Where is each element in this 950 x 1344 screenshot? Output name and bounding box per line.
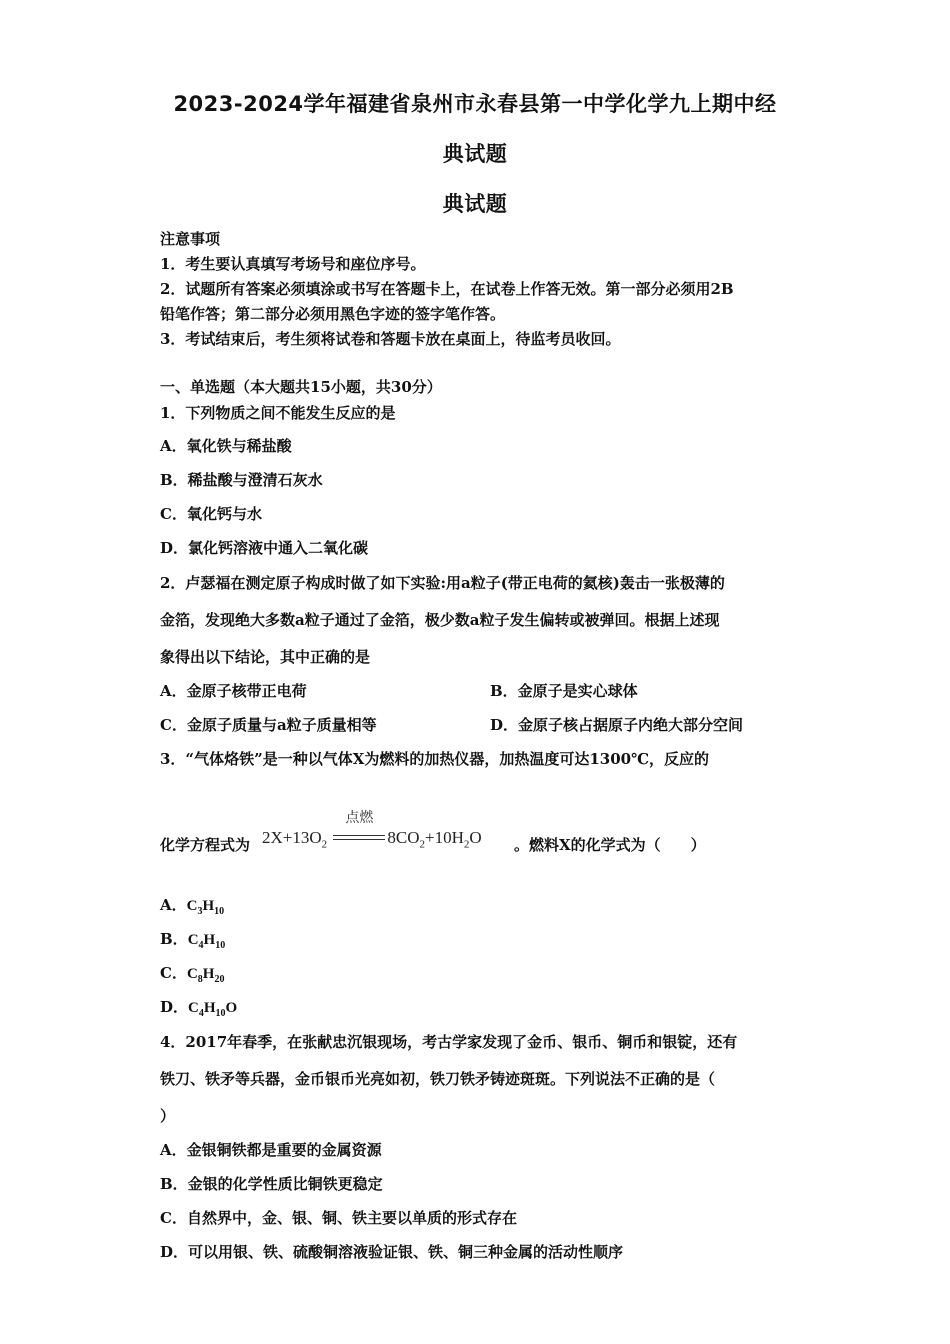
- question-2-stem-line: 2．卢瑟福在测定原子构成时做了如下实验:用a粒子(带正电荷的氦核)轰击一张极薄的: [160, 574, 725, 592]
- question-1-option-a: A．氧化铁与稀盐酸: [160, 437, 292, 455]
- notice-item: 1．考生要认真填写考场号和座位序号。: [160, 255, 426, 273]
- question-1-option-b: B．稀盐酸与澄清石灰水: [160, 471, 323, 489]
- question-4-stem-line: 铁刀、铁矛等兵器，金币银币光亮如初，铁刀铁矛铸迹斑斑。下列说法不正确的是（: [160, 1070, 716, 1088]
- page-title-line-1: 2023-2024学年福建省泉州市永春县第一中学化学九上期中经: [173, 92, 777, 116]
- question-3-option-d: D．$C_4H_{10}O$: [160, 998, 238, 1019]
- notice-item: 3．考试结束后，考生须将试卷和答题卡放在桌面上，待监考员收回。: [160, 330, 621, 348]
- question-4-option-a: A．金银铜铁都是重要的金属资源: [160, 1141, 382, 1159]
- chemical-equation: [262, 810, 482, 851]
- question-3-option-c: C．$C_8H_{20}$: [160, 964, 225, 985]
- equation-lhs-subscript: 2: [321, 838, 328, 851]
- page-title-line-3: 典试题: [442, 192, 508, 216]
- question-3-stem: 3．“气体烙铁”是一种以气体X为燃料的加热仪器，加热温度可达1300℃，反应的: [160, 750, 710, 768]
- question-4-option-c: C．自然界中，金、银、铜、铁主要以单质的形式存在: [160, 1209, 517, 1227]
- question-2-option-a: A．金原子核带正电荷: [160, 682, 307, 700]
- reaction-arrow: [333, 810, 385, 849]
- question-2-stem-line: 金箔，发现绝大多数a粒子通过了金箔，极少数a粒子发生偏转或被弹回。根据上述现: [160, 611, 720, 629]
- question-2-option-b: B．金原子是实心球体: [490, 682, 638, 700]
- question-4-option-d: D．可以用银、铁、硫酸铜溶液验证银、铁、铜三种金属的活动性顺序: [160, 1243, 624, 1261]
- reaction-condition: 点燃: [345, 810, 374, 827]
- notice-item: 2．试题所有答案必须填涂或书写在答题卡上，在试卷上作答无效。第一部分必须用2B: [160, 280, 734, 298]
- question-4-stem-line: ）: [160, 1107, 176, 1125]
- equation-rhs-a: 8CO: [387, 828, 420, 847]
- question-3-equation-line: [160, 808, 800, 858]
- question-1-option-c: C．氧化钙与水: [160, 505, 262, 523]
- question-2-option-c: C．金原子质量与a粒子质量相等: [160, 716, 377, 734]
- equation-rhs-c: O: [469, 828, 482, 847]
- notice-item: 铅笔作答；第二部分必须用黑色字迹的签字笔作答。: [160, 305, 506, 323]
- equation-lhs: 2X+13O: [262, 828, 322, 847]
- question-3-option-a: A．$C_3H_{10}$: [160, 896, 225, 917]
- section-heading: 一、单选题（本大题共15小题，共30分）: [160, 378, 442, 396]
- equation-rhs-b: +10H: [425, 828, 464, 847]
- question-4-stem-line: 4．2017年春季，在张献忠沉银现场，考古学家发现了金币、银币、铜币和银锭，还有: [160, 1033, 738, 1051]
- page-title-line-2: 典试题: [442, 142, 508, 166]
- question-4-option-b: B．金银的化学性质比铜铁更稳定: [160, 1175, 383, 1193]
- notice-heading: 注意事项: [160, 230, 221, 248]
- question-2-stem-line: 象得出以下结论，其中正确的是: [160, 648, 371, 666]
- question-1-option-d: D．氯化钙溶液中通入二氧化碳: [160, 539, 369, 557]
- equation-prefix: 化学方程式为: [160, 836, 251, 854]
- question-1-stem: 1．下列物质之间不能发生反应的是: [160, 404, 396, 422]
- equation-rhs-a-subscript: 2: [419, 838, 426, 851]
- equation-rhs-b-subscript: 2: [463, 838, 470, 851]
- question-3-option-b: B．$C_4H_{10}$: [160, 930, 226, 951]
- equation-suffix: 。燃料X的化学式为（ ）: [514, 836, 706, 854]
- question-2-option-d: D．金原子核占据原子内绝大部分空间: [490, 716, 744, 734]
